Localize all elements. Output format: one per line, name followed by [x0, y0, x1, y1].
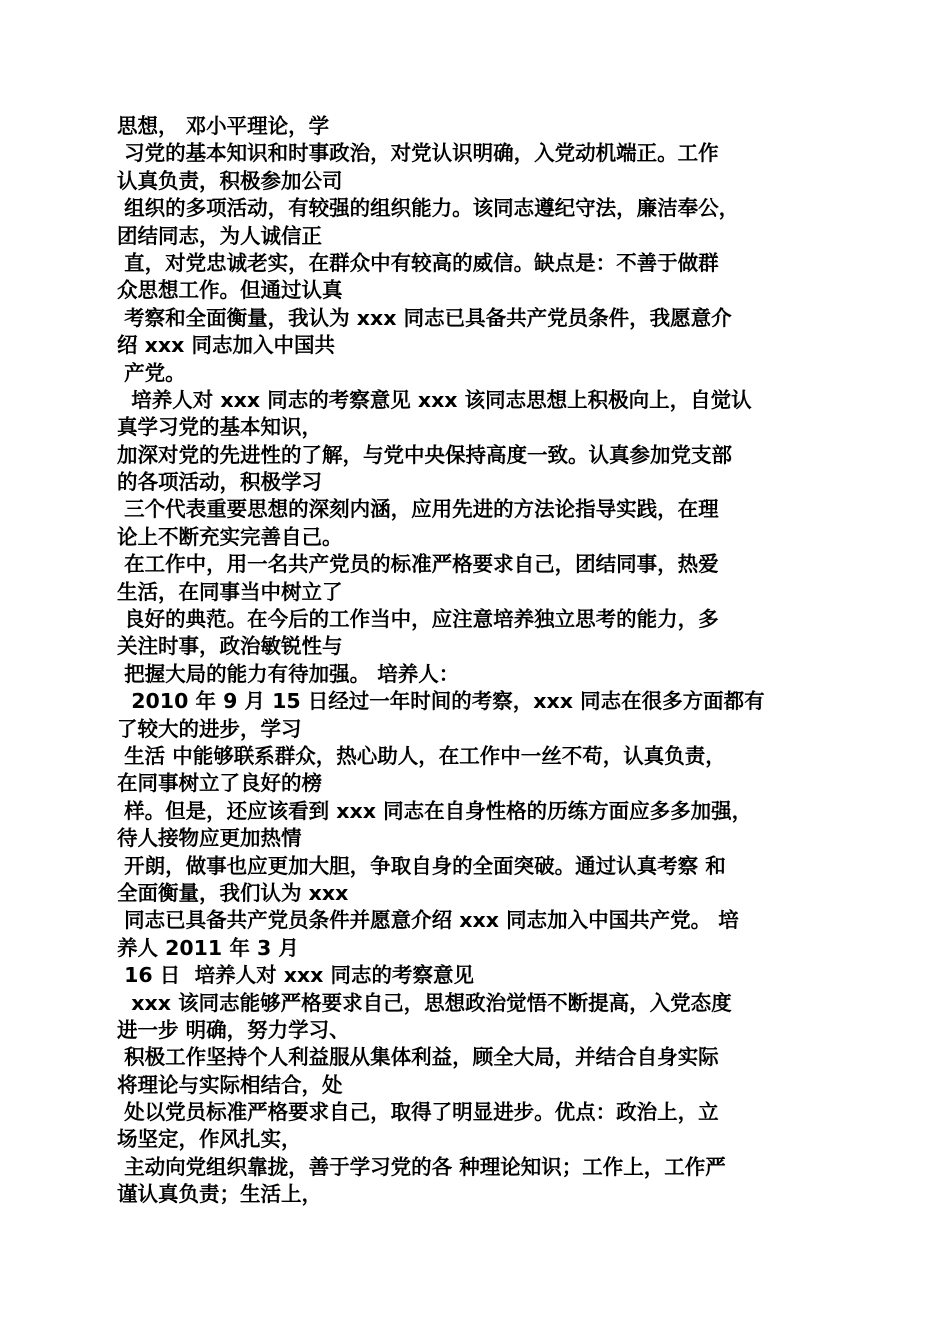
text-line: 16 日 培养人对 xxx 同志的考察意见	[117, 963, 475, 988]
text-line: 把握大局的能力有待加强。 培养人：	[117, 661, 460, 686]
text-line: 在工作中，用一名共产党员的标准严格要求自己，团结同事，热爱	[117, 552, 719, 577]
text-line: 生活 中能够联系群众，热心助人，在工作中一丝不苟，认真负责，	[117, 743, 726, 768]
text-line: 加深对党的先进性的了解，与党中央保持高度一致。认真参加党支部	[117, 442, 732, 467]
text-line: 处以党员标准严格要求自己，取得了明显进步。优点：政治上，立	[117, 1100, 719, 1125]
text-line: 场坚定，作风扎实，	[117, 1127, 302, 1152]
text-line: 考察和全面衡量，我认为 xxx 同志已具备共产党员条件，我愿意介	[117, 305, 732, 330]
text-line: 三个代表重要思想的深刻内涵，应用先进的方法论指导实践，在理	[117, 497, 719, 522]
text-line: 良好的典范。在今后的工作当中，应注意培养独立思考的能力，多	[117, 607, 719, 632]
text-line: 绍 xxx 同志加入中国共	[117, 333, 335, 358]
text-line: 生活，在同事当中树立了	[117, 579, 343, 604]
text-line: 团结同志，为人诚信正	[117, 223, 322, 248]
text-line: 全面衡量，我们认为 xxx	[117, 880, 349, 905]
text-line: 待人接物应更加热情	[117, 826, 302, 851]
text-line: 论上不断充实完善自己。	[117, 524, 343, 549]
text-line: 关注时事，政治敏锐性与	[117, 634, 343, 659]
text-line: 在同事树立了良好的榜	[117, 771, 322, 796]
text-line: 养人 2011 年 3 月	[117, 935, 299, 960]
text-line: 众思想工作。但通过认真	[117, 278, 343, 303]
document-body	[117, 113, 829, 1209]
text-line: 的各项活动，积极学习	[117, 470, 322, 495]
text-line: 开朗，做事也应更加大胆，争取自身的全面突破。通过认真考察 和	[117, 853, 726, 878]
text-line: xxx 该同志能够严格要求自己，思想政治觉悟不断提高，入党态度	[117, 990, 732, 1015]
text-line: 习党的基本知识和时事政治，对党认识明确，入党动机端正。工作	[117, 141, 719, 166]
text-line: 了较大的进步，学习	[117, 716, 302, 741]
text-line: 积极工作坚持个人利益服从集体利益，顾全大局，并结合自身实际	[117, 1045, 719, 1070]
text-line: 培养人对 xxx 同志的考察意见 xxx 该同志思想上积极向上，自觉认	[117, 387, 752, 412]
text-line: 同志已具备共产党员条件并愿意介绍 xxx 同志加入中国共产党。 培	[117, 908, 739, 933]
text-line: 主动向党组织靠拢，善于学习党的各 种理论知识；工作上，工作严	[117, 1154, 726, 1179]
text-line: 思想， 邓小平理论，学	[117, 114, 330, 138]
text-line: 组织的多项活动，有较强的组织能力。该同志遵纪守法，廉洁奉公，	[117, 196, 740, 221]
text-line: 产党。	[117, 360, 186, 385]
text-line: 进一步 明确，努力学习、	[117, 1017, 350, 1042]
text-line: 真学习党的基本知识，	[117, 415, 322, 440]
text-line: 样。但是，还应该看到 xxx 同志在自身性格的历练方面应多多加强，	[117, 798, 753, 823]
text-line: 认真负责，积极参加公司	[117, 168, 343, 193]
text-line: 2010 年 9 月 15 日经过一年时间的考察，xxx 同志在很多方面都有	[117, 689, 765, 714]
text-line: 直，对党忠诚老实，在群众中有较高的威信。缺点是：不善于做群	[117, 250, 719, 275]
text-line: 将理论与实际相结合，处	[117, 1072, 343, 1097]
text-line: 谨认真负责；生活上，	[117, 1182, 322, 1207]
